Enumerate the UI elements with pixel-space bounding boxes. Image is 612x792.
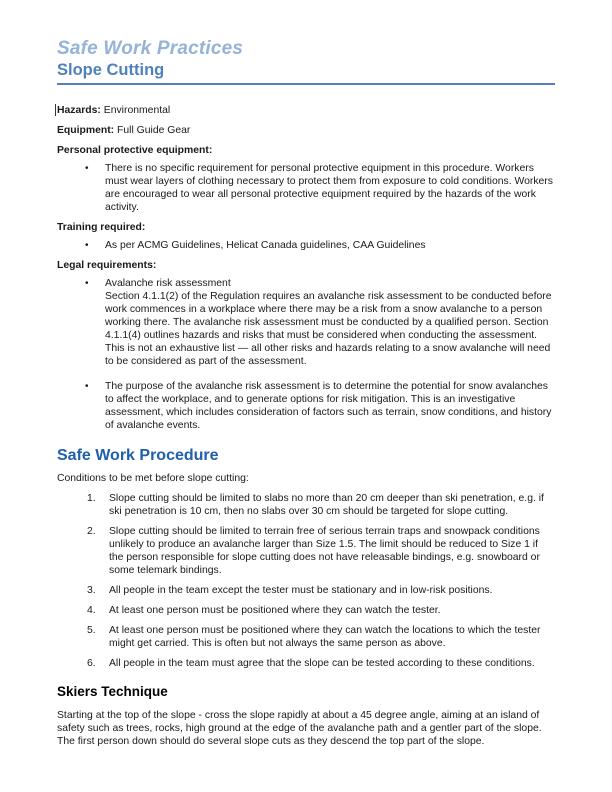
ppe-bullet-list	[57, 162, 555, 214]
legal-bullet1-lead: Avalanche risk assessment	[105, 278, 231, 289]
equipment-line	[57, 124, 555, 137]
safe-work-procedure-heading: Safe Work Procedure	[57, 447, 219, 464]
list-item	[57, 239, 555, 252]
training-bullet-list	[57, 239, 555, 252]
bullet-icon: •	[85, 381, 89, 392]
legal-bullet1-body: Section 4.1.1(2) of the Regulation requires an avalanche risk assessment to be conducted before work commences in a workplace where there may be a risk from a snow avalanche to a person working there. The avalanche risk assessment must be conducted by a qualified person. Section 4.1.1(4) outlines hazards and risks that must be considered when conducting the assessment. This is not an exhaustive list — all other risks and hazards relating to a snow avalanche will need to be considered as part of the assessment.	[105, 291, 552, 367]
item-number: 4.	[87, 605, 96, 616]
item-text: Slope cutting should be limited to terrain free of serious terrain traps and snowpack conditions unlikely to produce an avalanche larger than Size 1.5. The limit should be reduced to Size 1 if the person responsible for slope cutting does not have releasable bindings, e.g. snowboard or some telemark bindings.	[109, 526, 540, 576]
skiers-paragraph: Starting at the top of the slope - cross the slope rapidly at about a 45 degree angle, aiming at an island of safety such as trees, rocks, high ground at the edge of the avalanche path and a gentler part of the slope. The first person down should do several slope cuts as they descend the top part of the slope.	[57, 710, 542, 747]
item-number: 5.	[87, 625, 96, 636]
list-item	[57, 584, 555, 597]
item-number: 1.	[87, 493, 96, 504]
equipment-label: Equipment:	[57, 125, 115, 136]
training-heading: Training required:	[57, 222, 146, 233]
page-title: Slope Cutting	[57, 60, 555, 85]
legal-bullet-list	[57, 277, 555, 432]
item-number: 2.	[87, 526, 96, 537]
list-item	[57, 604, 555, 617]
list-item	[57, 492, 555, 518]
bullet-icon: •	[85, 278, 89, 289]
ppe-heading: Personal protective equipment:	[57, 145, 213, 156]
hazards-value: Environmental	[103, 105, 171, 116]
item-text: Slope cutting should be limited to slabs no more than 20 cm deeper than ski penetration, e.g. if ski penetration is 10 cm, then no slabs over 30 cm should be targeted for slope cutting.	[109, 493, 544, 517]
training-bullet-text: As per ACMG Guidelines, Helicat Canada guidelines, CAA Guidelines	[105, 240, 426, 251]
skiers-technique-heading: Skiers Technique	[57, 684, 168, 699]
equipment-value: Full Guide Gear	[117, 125, 191, 136]
item-text: At least one person must be positioned where they can watch the locations to which the tester might get carried. This is often but not always the same person as above.	[109, 625, 541, 649]
ppe-bullet-text: There is no specific requirement for personal protective equipment in this procedure. Workers must wear layers of clothing necessary to protect them from exposure to cold conditions. Workers are encouraged to wear all personal protective equipment required by the hazards of the work activity.	[105, 163, 553, 213]
list-item	[57, 380, 555, 432]
list-item	[57, 525, 555, 577]
hazards-line	[57, 104, 555, 117]
procedure-intro: Conditions to be met before slope cutting:	[57, 473, 249, 484]
hazards-label: Hazards:	[57, 105, 101, 116]
item-text: All people in the team except the tester must be stationary and in low-risk positions.	[109, 585, 493, 596]
list-item	[57, 162, 555, 214]
bullet-icon: •	[85, 163, 89, 174]
list-item	[57, 624, 555, 650]
item-text: At least one person must be positioned where they can watch the tester.	[109, 605, 441, 616]
legal-bullet2-text: The purpose of the avalanche risk assessment is to determine the potential for snow avalanches to affect the workplace, and to generate options for risk mitigation. This is an investigative assessment, which includes consideration of factors such as terrain, snow conditions, and history of avalanche events.	[105, 381, 552, 431]
procedure-list	[57, 492, 555, 670]
item-text: All people in the team must agree that the slope can be tested according to these conditions.	[109, 658, 535, 669]
list-item	[57, 277, 555, 368]
text-cursor	[55, 104, 56, 116]
bullet-icon: •	[85, 240, 89, 251]
legal-heading: Legal requirements:	[57, 260, 157, 271]
list-item	[57, 657, 555, 670]
item-number: 6.	[87, 658, 96, 669]
item-number: 3.	[87, 585, 96, 596]
doc-series-title: Safe Work Practices	[57, 38, 244, 59]
